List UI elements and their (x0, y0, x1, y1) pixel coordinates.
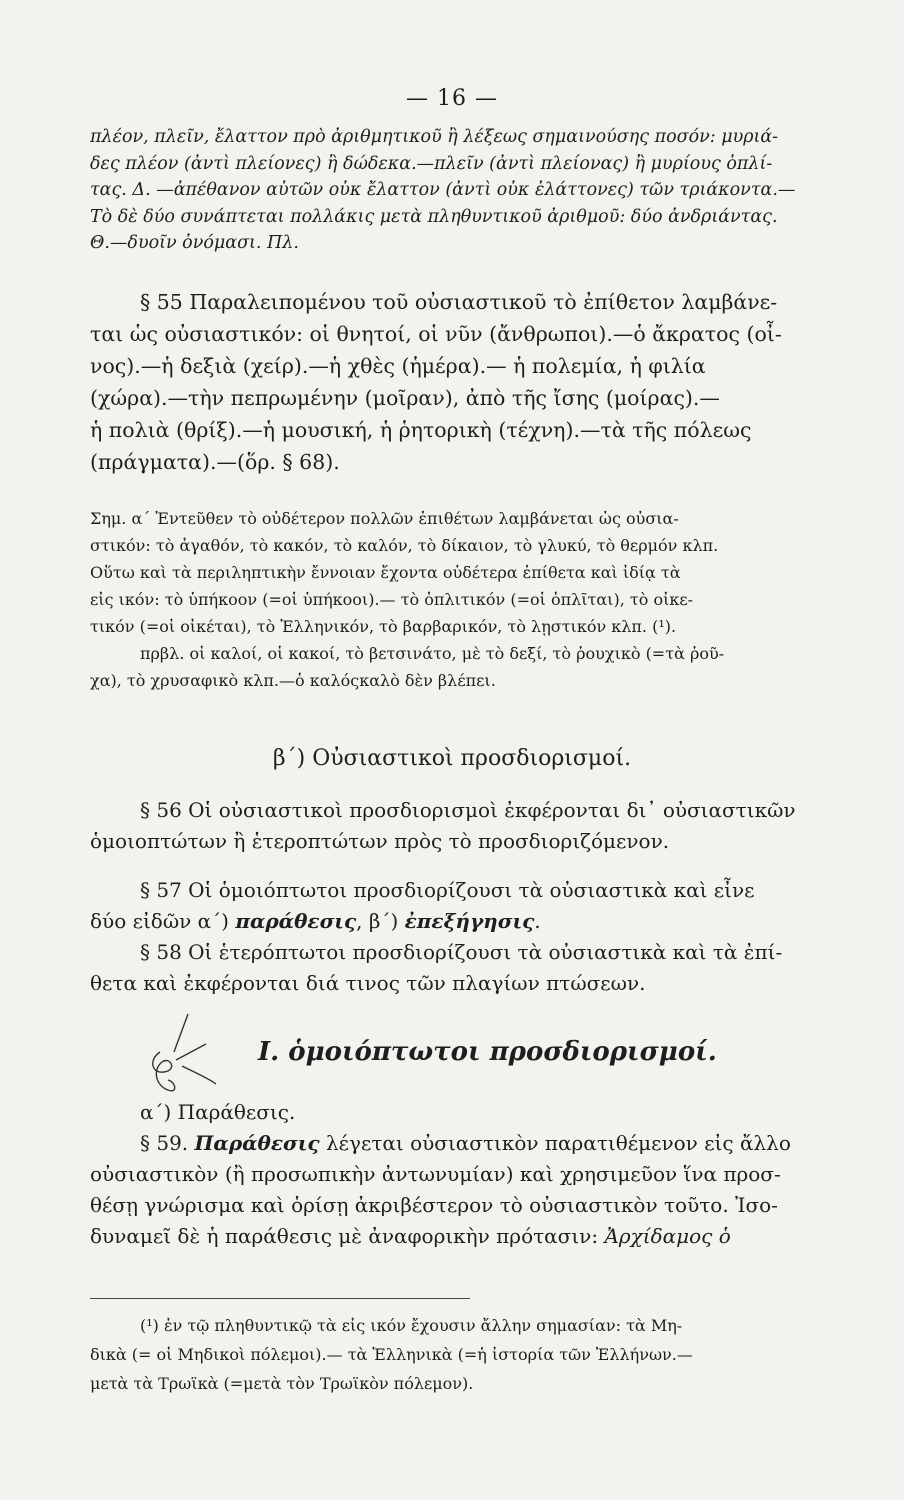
note-paragraph (90, 505, 860, 694)
text-line: (χώρα).—τὴν πεπρωμένην (μοῖραν), ἀπὸ τῆς ἴσης (μοίρας).— (90, 386, 720, 410)
term-parathesis: παράθεσις (235, 909, 357, 933)
paragraph-section-56 (90, 795, 860, 857)
text-line: οὐσιαστικὸν (ἢ προσωπικὴν ἀντωνυμίαν) καὶ χρησιμεῦον ἵνα προσ- (90, 1162, 781, 1186)
text-line: α΄) Παράθεσις. (140, 1100, 296, 1124)
term-epexegesis: ἐπεξήγησις (404, 909, 535, 933)
text-line: Τὸ δὲ δύο συνάπτεται πολλάκις μετὰ πληθυντικοῦ ἀριθμοῦ: δύο ἀνδριάντας. (90, 206, 778, 227)
text-line: ὁμοιοπτώτων ἢ ἑτεροπτώτων πρὸς τὸ προσδιοριζόμενον. (90, 829, 670, 853)
text-line: πλέον, πλεῖν, ἔλαττον πρὸ ἀριθμητικοῦ ἢ λέξεως σημαινούσης ποσόν: μυριά- (90, 127, 779, 147)
text-line: τικόν (=οἱ οἰκέται), τὸ Ἑλληνικόν, τὸ βαρβαρικόν, τὸ λῃστικόν κλπ. (¹). (90, 617, 677, 636)
paragraph-section-57 (90, 875, 860, 937)
text-line: δικὰ (= οἱ Μηδικοὶ πόλεμοι).— τὰ Ἑλληνικὰ (=ἡ ἱστορία τῶν Ἑλλήνων.— (90, 1345, 693, 1364)
subheading-parathesis (90, 1097, 860, 1128)
text-line (90, 1221, 860, 1252)
text-line: θετα καὶ ἐκφέρονται διά τινος τῶν πλαγίων πτώσεων. (90, 971, 646, 995)
paragraph-plein-pleon (90, 124, 860, 257)
term-parathesis: Παράθεσις (194, 1131, 320, 1155)
text-line: Οὕτω καὶ τὰ περιληπτικὴν ἔννοιαν ἔχοντα οὐδέτερα ἐπίθετα καὶ ἰδίᾳ τὰ (90, 563, 681, 582)
text-line (90, 906, 860, 937)
text-line: στικόν: τὸ ἀγαθόν, τὸ κακόν, τὸ καλόν, τὸ δίκαιον, τὸ γλυκύ, τὸ θερμόν κλπ. (90, 536, 719, 555)
text-line: (πράγματα).—(ὅρ. § 68). (90, 450, 340, 474)
text-line: ἡ πολιὰ (θρίξ).—ἡ μουσική, ἡ ῥητορικὴ (τέχνη).—τὰ τῆς πόλεως (90, 418, 752, 442)
text-run: δυναμεῖ δὲ ἡ παράθεσις μὲ ἀναφορικὴν πρότασιν: (90, 1224, 605, 1248)
example-text: Ἀρχίδαμος ὁ (604, 1224, 731, 1248)
text-line: ται ὡς οὐσιαστικόν: οἱ θνητοί, οἱ νῦν (ἄνθρωποι).—ὁ ἄκρατος (οἶ- (90, 322, 782, 346)
text-run: § 59. (140, 1131, 195, 1155)
text-line: § 55 Παραλειπομένου τοῦ οὐσιαστικοῦ τὸ ἐπίθετον λαμβάνε- (140, 290, 778, 314)
text-line: θέσῃ γνώρισμα καὶ ὁρίσῃ ἀκριβέστερον τὸ οὐσιαστικὸν τοῦτο. Ἰσο- (90, 1193, 778, 1217)
text-line: § 58 Οἱ ἑτερόπτωτοι προσδιορίζουσι τὰ οὐσιαστικὰ καὶ τὰ ἐπί- (140, 940, 783, 964)
section-heading-substantive-determiners: β΄) Οὐσιαστικοὶ προσδιορισμοί. (272, 746, 632, 771)
text-line: εἰς ικόν: τὸ ὑπήκοον (=οἱ ὑπήκοοι).— τὸ ὁπλιτικόν (=οἱ ὁπλῖται), τὸ οἰκε- (90, 590, 694, 609)
text-line: Σημ. α΄ Ἐντεῦθεν τὸ οὐδέτερον πολλῶν ἐπιθέτων λαμβάνεται ὡς οὐσια- (90, 509, 679, 528)
text-line: § 56 Οἱ οὐσιαστικοὶ προσδιορισμοὶ ἐκφέρονται δι᾽ οὐσιαστικῶν (140, 798, 796, 822)
heading-homoioptotic-determiners: I. ὁμοιόπτωτοι προσδιορισμοί. (258, 1037, 717, 1067)
text-line: Θ.—δυοῖν ὀνόμασι. Πλ. (90, 233, 299, 253)
text-run: δύο εἰδῶν α΄) (90, 909, 236, 933)
text-line: νος).—ἡ δεξιὰ (χείρ).—ἡ χθὲς (ἡμέρα).— ἡ πολεμία, ἡ φιλία (90, 354, 706, 378)
text-run: . (534, 909, 541, 933)
text-line: χα), τὸ χρυσαφικὸ κλπ.—ὁ καλόςκαλὸ δὲν βλέπει. (90, 671, 496, 690)
text-line: τας. Δ. —ἀπέθανον αὐτῶν οὐκ ἔλαττον (ἀντὶ οὐκ ἐλάττονες) τῶν τριάκοντα.— (90, 180, 796, 200)
paragraph-section-58 (90, 937, 860, 999)
paragraph-section-59 (90, 1128, 860, 1252)
page-number: — 16 — (406, 86, 498, 111)
text-line: (¹) ἐν τῷ πληθυντικῷ τὰ εἰς ικόν ἔχουσιν ἄλλην σημασίαν: τὰ Μη- (140, 1316, 683, 1335)
footnote (90, 1311, 860, 1398)
text-run: , β΄) (356, 909, 405, 933)
paragraph-section-55 (90, 286, 860, 478)
text-line (90, 1128, 860, 1159)
footnote-divider (90, 1298, 470, 1299)
text-line: δες πλέον (ἀντὶ πλείονες) ἢ δώδεκα.—πλεῖν (ἀντὶ πλείονας) ἢ μυρίους ὁπλί- (90, 153, 773, 174)
text-line: μετὰ τὰ Τρωϊκὰ (=μετὰ τὸν Τρωϊκὸν πόλεμον). (90, 1374, 474, 1393)
text-line: § 57 Οἱ ὁμοιόπτωτοι προσδιορίζουσι τὰ οὐσιαστικὰ καὶ εἶνε (140, 878, 755, 902)
text-run: λέγεται οὐσιαστικὸν παρατιθέμενον εἰς ἄλλο (319, 1131, 791, 1155)
text-line: πρβλ. οἱ καλοί, οἱ κακοί, τὸ βετσινάτο, μὲ τὸ δεξί, τὸ ῥουχικὸ (=τὰ ῥοῦ- (140, 644, 725, 663)
